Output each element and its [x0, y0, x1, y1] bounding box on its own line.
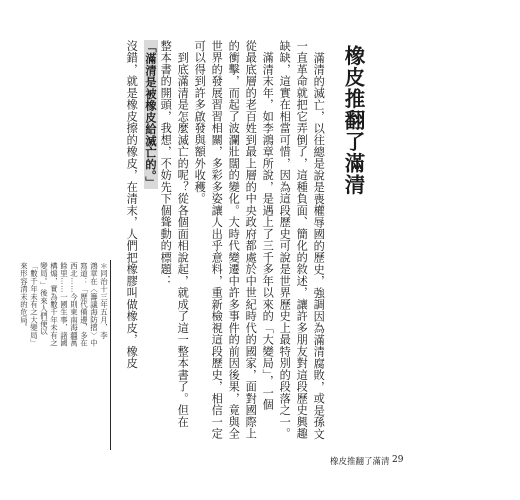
highlight-heading-text: 「滿清是被橡皮給滅亡的。」	[144, 41, 158, 189]
body-column: 一直革命就把它弄倒了，這種負面、簡化的敘述，讓許多朋友對這段歷史興趣	[295, 40, 309, 440]
footnote-column: 餘里……一國生事，諸國	[59, 262, 69, 347]
body-column: 世界的發展習習相關，多彩多姿讓人出乎意料，重新檢視這段歷史，相信一定	[210, 40, 224, 440]
running-footer-title: 橡皮推翻了滿清	[330, 457, 390, 467]
footnote-column: 寫道：「歷代備邊，多在	[79, 262, 89, 347]
body-column: 到底滿清是怎麼滅亡的呢？從各個面相說起，就成了這一整本書了。但在	[176, 40, 190, 428]
footnote-column: 西北……今則東南海疆萬	[69, 262, 79, 347]
footnote-column: 構煽，實為數千年未有之	[49, 262, 59, 347]
body-column: 的衝擊，而起了波瀾壯闊的變化。大時代變遷中許多事件的前因後果，竟與全	[227, 40, 241, 440]
body-column: 缺缺，這實在相當可惜，因為這段歷史可說是世界歷史上最特別的段落之一。	[278, 40, 292, 440]
chapter-title: 橡皮推翻了滿清	[341, 45, 365, 196]
body-column: 整本書的開頭，我想，不妨先下個聳動的標題：	[159, 40, 173, 287]
footnote-column: 來形容清末的危局。	[19, 262, 29, 332]
page-number: 29	[392, 455, 404, 465]
footnote-rule	[110, 260, 111, 450]
highlight-heading	[143, 40, 159, 189]
body-column: 沒錯，就是橡皮擦的橡皮，在清末，人們把橡膠叫做橡皮，橡皮	[125, 40, 139, 369]
footnote-column: 變局。」後來人們便以	[39, 262, 49, 336]
body-column: 可以得到許多啟發與額外收穫。	[193, 40, 207, 205]
footnote-column: 鴻章在〈籌議海防摺〉中	[89, 262, 99, 347]
footnote-column: 「數千年未有之大變局」	[29, 262, 39, 347]
body-column: 從最底層的老百姓到最上層的中央政府都處於中世紀時代的國家，面對國際上	[244, 40, 258, 440]
body-column: 滿清的滅亡，以往總是說是喪權辱國的歷史，強調因為滿清腐敗，或是孫文	[312, 52, 326, 440]
body-column: 滿清末年，如李鴻章所說，是遇上了三千多年以來的「大變局」，一個	[261, 40, 275, 411]
footnote-column: ＊同治十三年五月，李	[99, 262, 109, 339]
